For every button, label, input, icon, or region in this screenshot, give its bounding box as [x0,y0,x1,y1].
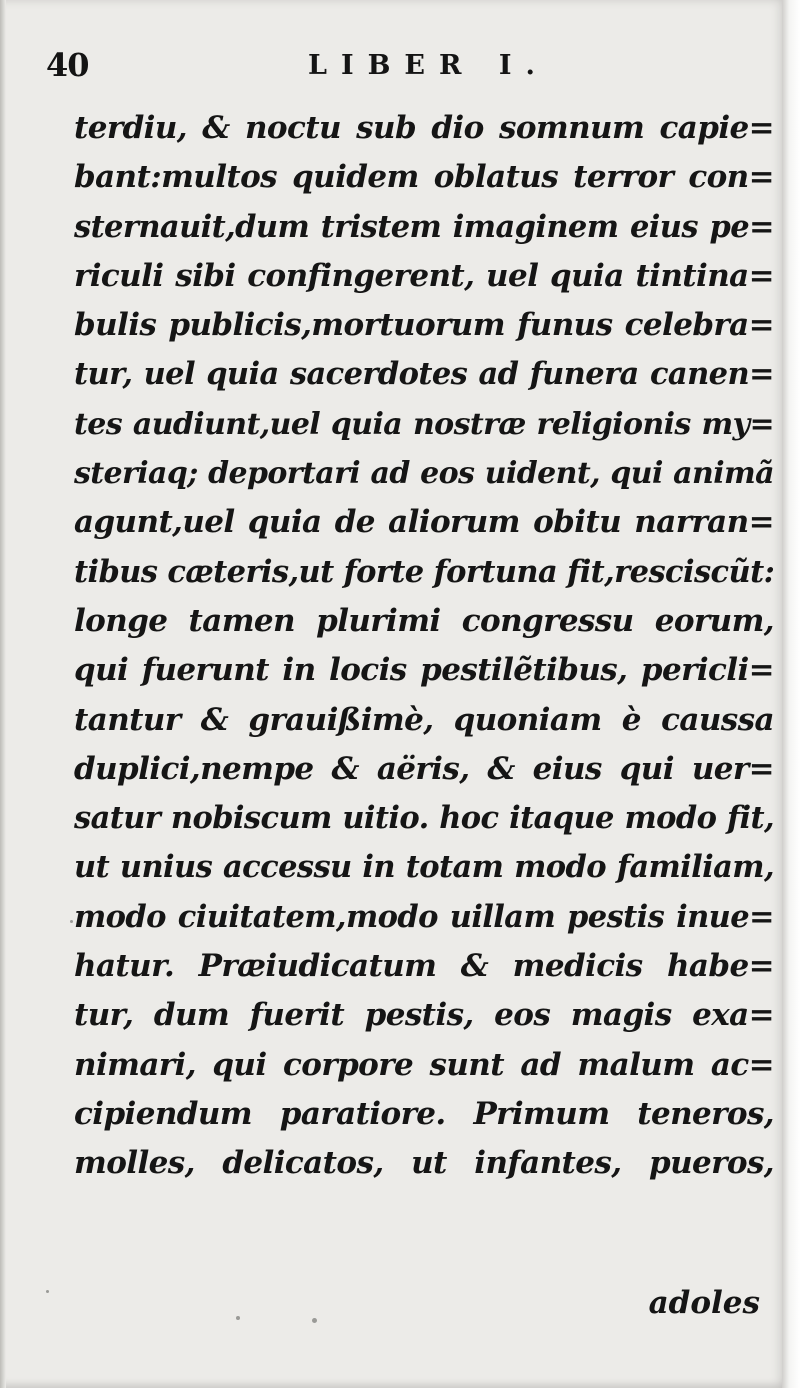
paper-speck [46,1290,49,1293]
running-head [46,44,766,94]
text-line: duplici,nempe & aëris, & eius qui uer= [74,750,774,787]
text-block [74,104,774,1189]
text-line: sternauit,dum tristem imaginem eius pe= [74,208,774,245]
text-line: modo ciuitatem,modo uillam pestis inue= [74,898,774,935]
text-line: tibus cæteris,ut forte fortuna fit,resciscũt: [74,553,774,590]
catchword: adoles [648,1285,760,1321]
text-line: nimari, qui corpore sunt ad malum ac= [74,1046,774,1083]
page-gutter-shadow [0,0,6,1388]
text-line: bulis publicis,mortuorum funus celebra= [74,307,774,344]
text-line: tantur & grauißimè, quoniam è caussa [74,701,774,738]
text-line: agunt,uel quia de aliorum obitu narran= [74,504,774,541]
text-line: tur, uel quia sacerdotes ad funera canen= [74,356,774,393]
text-line: cipiendum paratiore. Primum teneros, [74,1095,774,1132]
running-title: LIBER I. [308,50,549,81]
text-line: satur nobiscum uitio. hoc itaque modo fit, [74,800,774,837]
text-line: tur, dum fuerit pestis, eos magis exa= [74,997,774,1034]
paper-speck [236,1316,240,1320]
text-line: bant:multos quidem oblatus terror con= [74,159,774,196]
page-edge [782,0,800,1388]
text-line: steriaq; deportari ad eos uident, qui animã [74,456,774,492]
text-line: molles, delicatos, ut infantes, pueros, [74,1145,774,1182]
text-line: hatur. Præiudicatum & medicis habe= [74,948,774,985]
paper-speck [312,1318,317,1323]
text-line: riculi sibi confingerent, uel quia tintina= [74,257,774,294]
text-line: longe tamen plurimi congressu eorum, [74,602,774,639]
paper-speck [70,920,73,923]
text-line: terdiu, & noctu sub dio somnum capie= [74,110,774,146]
text-line: tes audiunt,uel quia nostræ religionis my= [74,406,774,442]
text-line: ut unius accessu in totam modo familiam, [74,849,774,886]
page-number: 40 [46,46,89,84]
text-line: qui fuerunt in locis pestilẽtibus, pericli= [74,652,774,689]
